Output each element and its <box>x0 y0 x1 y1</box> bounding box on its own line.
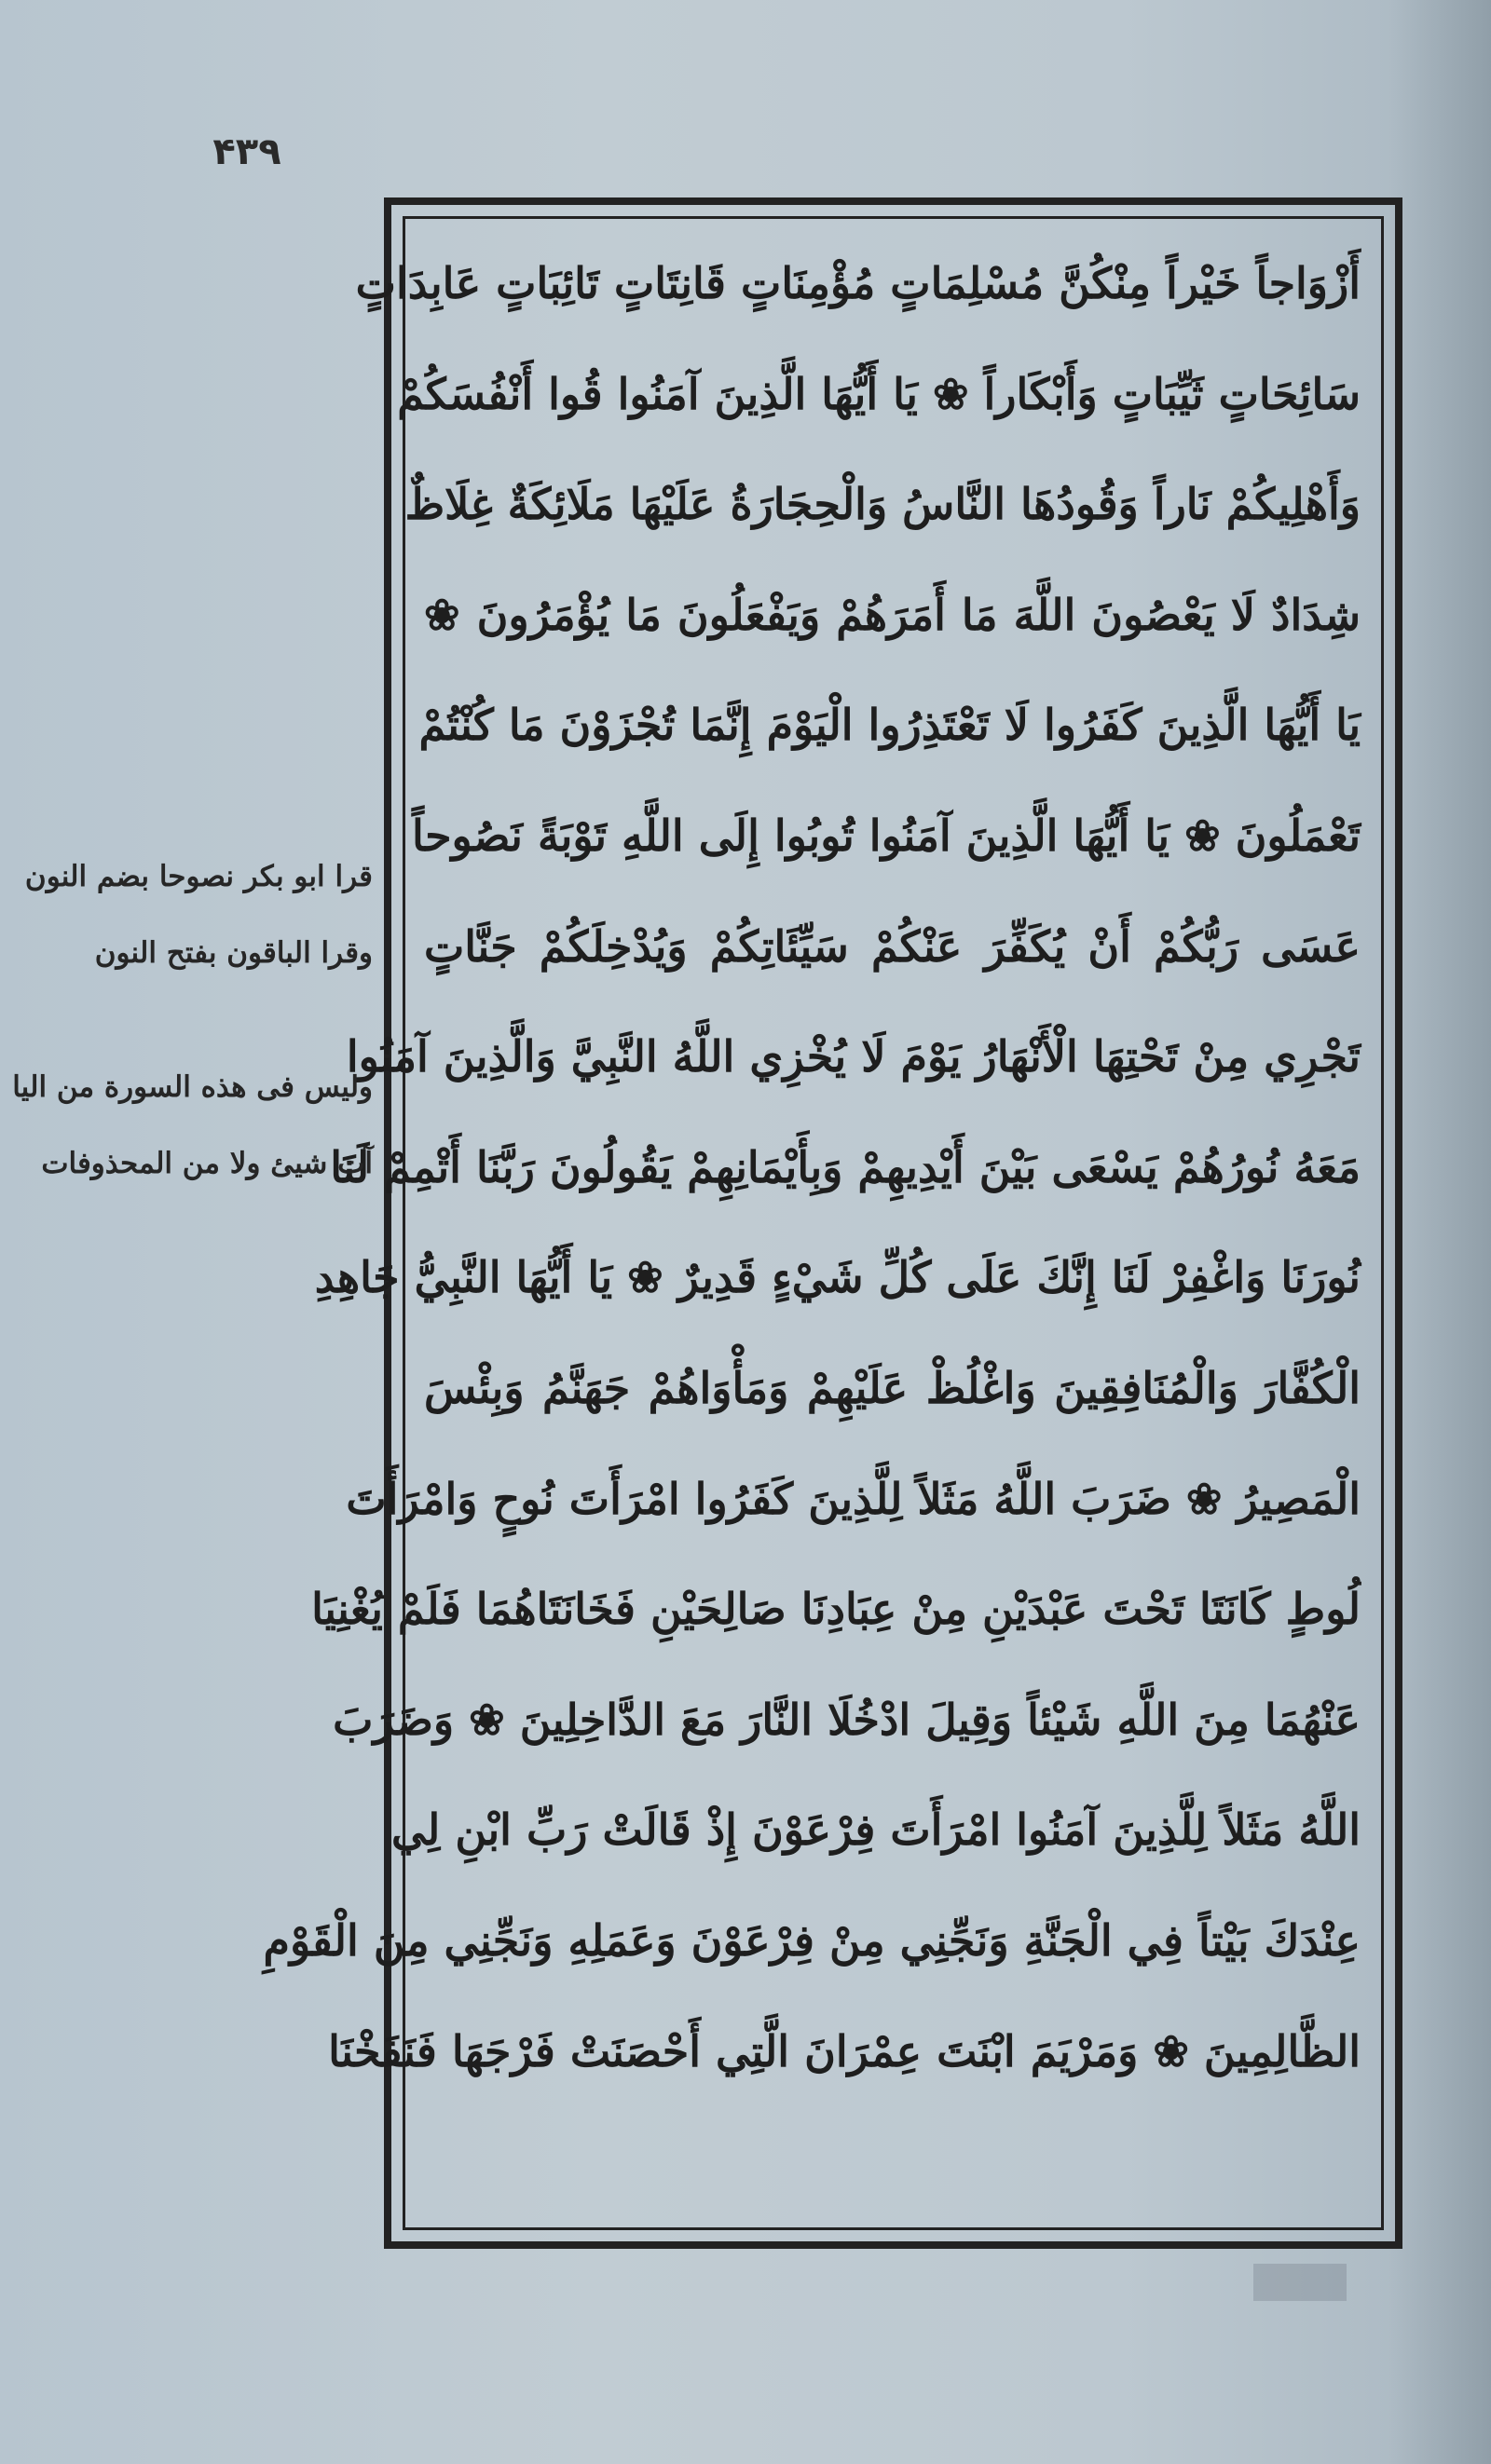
margin-note: وقرا الباقون بفتح النون <box>94 936 373 970</box>
text-line: الظَّالِمِينَ ❀ وَمَرْيَمَ ابْنَتَ عِمْرَانَ الَّتِي أَحْصَنَتْ فَرْجَهَا فَنَفَخْنَا <box>328 2025 1361 2076</box>
text-line: أَزْوَاجاً خَيْراً مِنْكُنَّ مُسْلِمَاتٍ مُؤْمِنَاتٍ قَانِتَاتٍ تَائِبَاتٍ عَابِدَاتٍ <box>355 258 1361 308</box>
text-line: وَأَهْلِيكُمْ نَاراً وَقُودُهَا النَّاسُ وَالْحِجَارَةُ عَلَيْهَا مَلَائِكَةٌ غِلَاظٌ <box>404 479 1361 530</box>
text-line: تَعْمَلُونَ ❀ يَا أَيُّهَا الَّذِينَ آمَنُوا تُوبُوا إِلَى اللَّهِ تَوْبَةً نَصُوحاً <box>412 810 1361 861</box>
text-line: الْمَصِيرُ ❀ ضَرَبَ اللَّهُ مَثَلاً لِلَّذِينَ كَفَرُوا امْرَأَتَ نُوحٍ وَامْرَأَتَ <box>346 1473 1361 1524</box>
text-line: نُورَنَا وَاغْفِرْ لَنَا إِنَّكَ عَلَى كُلِّ شَيْءٍ قَدِيرٌ ❀ يَا أَيُّهَا النَّبِيُّ جَاهِدِ <box>314 1252 1361 1303</box>
margin-note: وليس فى هذه السورة من اليا <box>12 1070 373 1104</box>
margin-note-spacer <box>28 991 373 1049</box>
text-line: الْكُفَّارَ وَالْمُنَافِقِينَ وَاغْلُظْ عَلَيْهِمْ وَمَأْوَاهُمْ جَهَنَّمُ وَبِئْسَ <box>424 1362 1361 1413</box>
quran-text-block <box>263 228 1370 2217</box>
text-line: شِدَادٌ لَا يَعْصُونَ اللَّهَ مَا أَمَرَهُمْ وَيَفْعَلُونَ مَا يُؤْمَرُونَ ❀ <box>424 589 1361 640</box>
text-line: يَا أَيُّهَا الَّذِينَ كَفَرُوا لَا تَعْتَذِرُوا الْيَوْمَ إِنَّمَا تُجْزَوْنَ مَا كُنْتُمْ <box>418 700 1361 751</box>
text-line: تَجْرِي مِنْ تَحْتِهَا الْأَنْهَارُ يَوْمَ لَا يُخْزِي اللَّهُ النَّبِيَّ وَالَّذِينَ آمَنُوا <box>346 1031 1361 1082</box>
margin-note: آت شيئ ولا من المحذوفات <box>41 1147 373 1180</box>
text-line: سَائِحَاتٍ ثَيِّبَاتٍ وَأَبْكَاراً ❀ يَا أَيُّهَا الَّذِينَ آمَنُوا قُوا أَنْفُسَكُمْ <box>397 368 1361 419</box>
text-line: عَنْهُمَا مِنَ اللَّهِ شَيْئاً وَقِيلَ ادْخُلَا النَّارَ مَعَ الدَّاخِلِينَ ❀ وَضَرَبَ <box>333 1694 1361 1745</box>
text-line: لُوطٍ كَانَتَا تَحْتَ عَبْدَيْنِ مِنْ عِبَادِنَا صَالِحَيْنِ فَخَانَتَاهُمَا فَلَمْ يُغْنِيَا <box>311 1584 1361 1635</box>
text-line: اللَّهُ مَثَلاً لِلَّذِينَ آمَنُوا امْرَأَتَ فِرْعَوْنَ إِذْ قَالَتْ رَبِّ ابْنِ لِي <box>390 1804 1361 1856</box>
ink-bleed-mark <box>1253 2264 1347 2301</box>
text-line: عِنْدَكَ بَيْتاً فِي الْجَنَّةِ وَنَجِّنِي مِنْ فِرْعَوْنَ وَعَمَلِهِ وَنَجِّنِي مِنَ الْقَوْمِ <box>263 1914 1361 1966</box>
margin-notes <box>12 838 373 1202</box>
margin-note: قرا ابو بكر نصوحا بضم النون <box>24 860 373 893</box>
text-line: عَسَى رَبُّكُمْ أَنْ يُكَفِّرَ عَنْكُمْ سَيِّئَاتِكُمْ وَيُدْخِلَكُمْ جَنَّاتٍ <box>424 920 1361 972</box>
page-number: ۴۳۹ <box>212 130 281 173</box>
text-line: مَعَهُ نُورُهُمْ يَسْعَى بَيْنَ أَيْدِيهِمْ وَبِأَيْمَانِهِمْ يَقُولُونَ رَبَّنَا أَتْمِمْ لَنَا <box>330 1141 1361 1192</box>
page-edge-shadow <box>1388 0 1491 2464</box>
